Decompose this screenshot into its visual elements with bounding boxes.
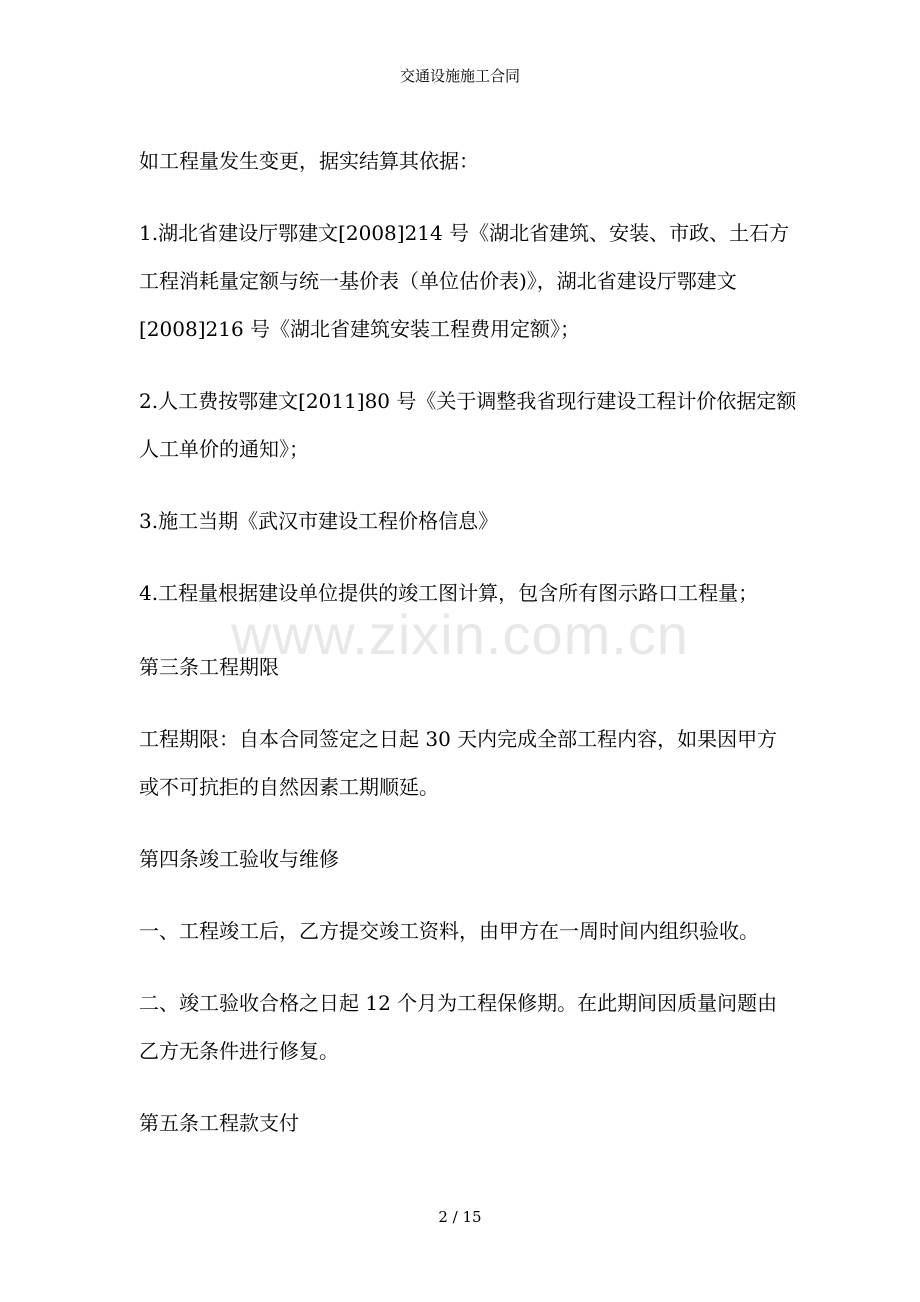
item-2-line-1: 2.人工费按鄂建文[2011]80 号《关于调整我省现行建设工程计价依据定额 [139, 389, 797, 413]
watermark: www.zixin.com.cn [231, 603, 689, 666]
page-number: 2 / 15 [438, 1208, 482, 1226]
item-1-line-1: 1.湖北省建设厅鄂建文[2008]214 号《湖北省建筑、安装、市政、土石方 [139, 221, 790, 245]
item-1-line-3: [2008]216 号《湖北省建筑安装工程费用定额》； [139, 317, 581, 341]
article-3-line-2: 或不可抗拒的自然因素工期顺延。 [139, 775, 439, 799]
item-4: 4.工程量根据建设单位提供的竣工图计算，包含所有图示路口工程量； [139, 581, 759, 605]
paragraph-intro: 如工程量发生变更，据实结算其依据： [139, 149, 479, 173]
article-4-paragraph-2-line-2: 乙方无条件进行修复。 [139, 1039, 339, 1063]
item-2-line-2: 人工单价的通知》； [139, 437, 309, 461]
item-3: 3.施工当期《武汉市建设工程价格信息》 [139, 509, 499, 533]
article-4-paragraph-2-line-1: 二、竣工验收合格之日起 12 个月为工程保修期。在此期间因质量问题由 [139, 991, 778, 1015]
article-3-heading: 第三条工程期限 [139, 655, 279, 679]
page-header: 交通设施施工合同 [399, 67, 520, 85]
article-4-paragraph-1: 一、工程竣工后，乙方提交竣工资料，由甲方在一周时间内组织验收。 [139, 919, 759, 943]
article-3-line-1: 工程期限：自本合同签定之日起 30 天内完成全部工程内容，如果因甲方 [139, 727, 778, 751]
article-4-heading: 第四条竣工验收与维修 [139, 847, 339, 871]
article-5-heading: 第五条工程款支付 [139, 1111, 299, 1135]
item-1-line-2: 工程消耗量定额与统一基价表（单位估价表)》，湖北省建设厅鄂建文 [139, 269, 737, 293]
